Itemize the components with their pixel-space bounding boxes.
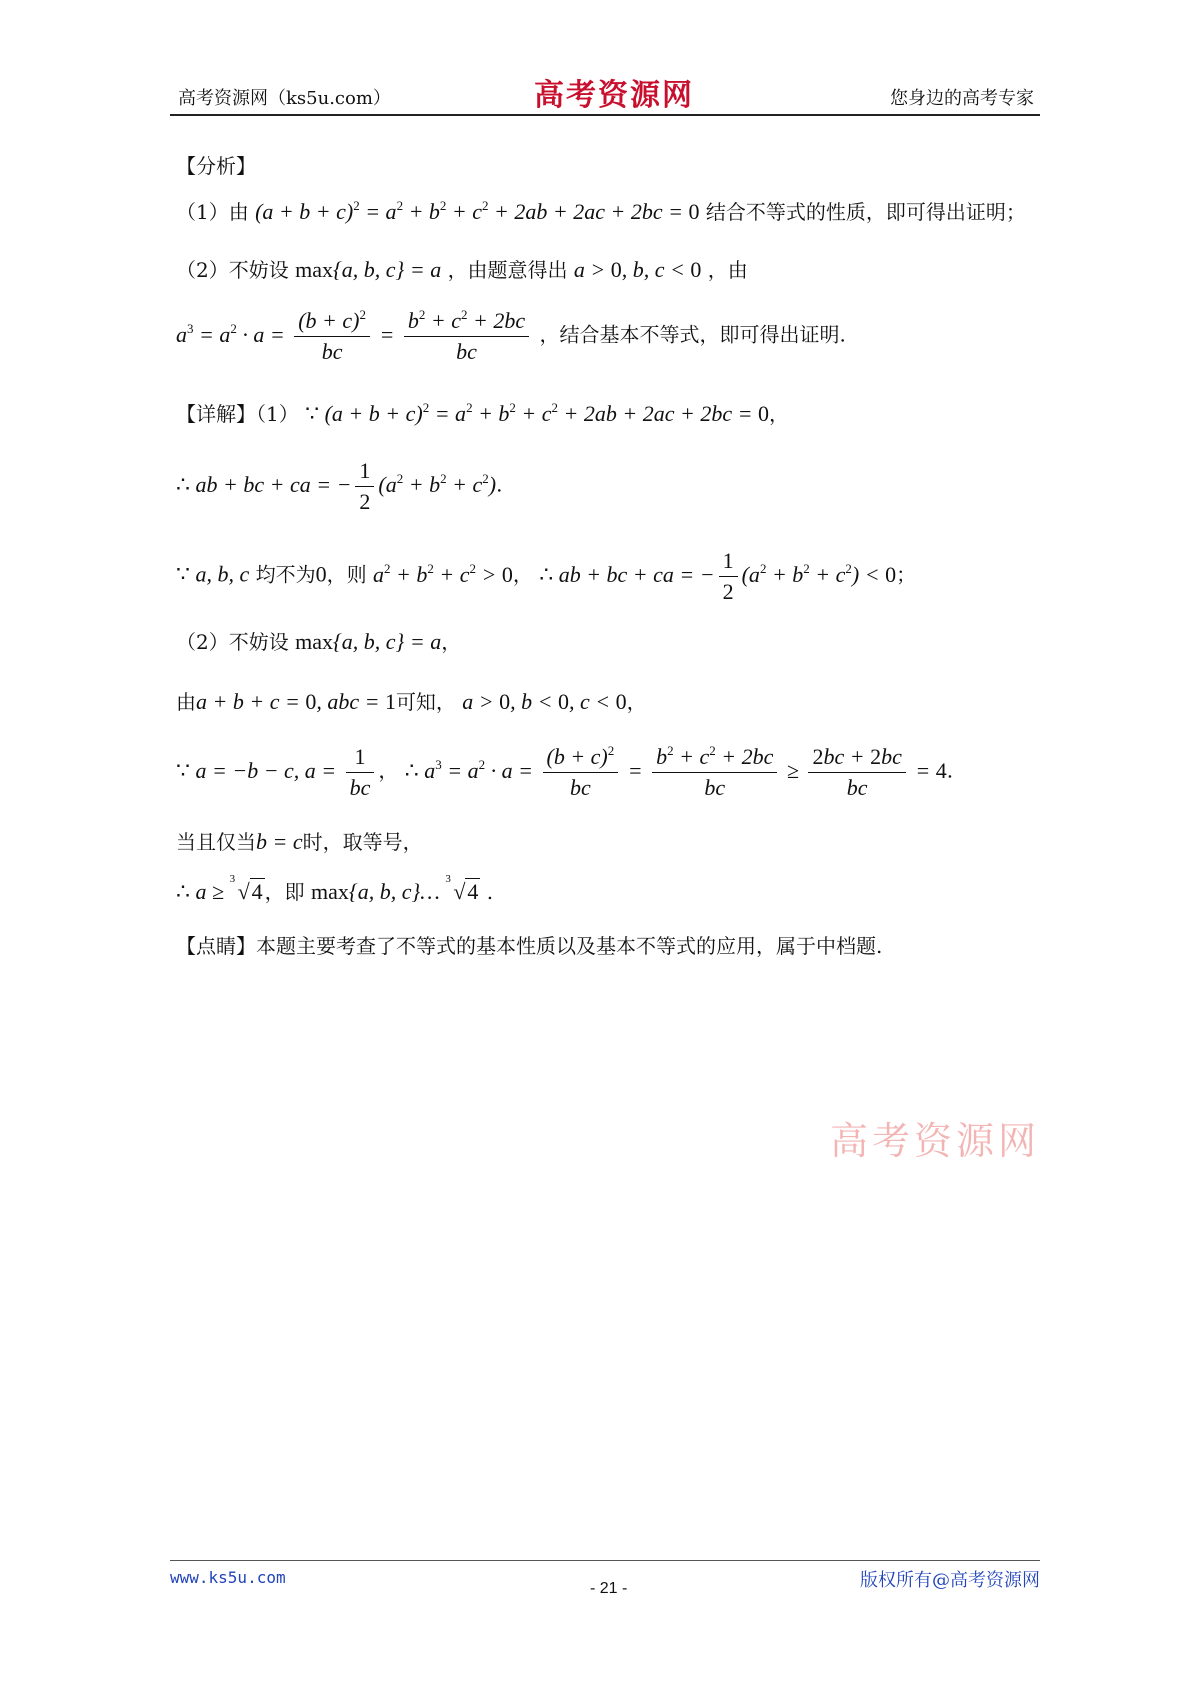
equation-because-expansion: ∵ $(a + b + c)^2 = a^2 + b^2 + c^2 + 2ab + 2ac + 2bc = 0$ [305, 400, 769, 426]
equation-max-assumption-2: max{a, b, c} = a [295, 629, 442, 654]
equation-max-assumption: max{a, b, c} = a [295, 257, 442, 282]
equation-max-conclusion: max{a, b, c}… 3 √4 [311, 873, 479, 904]
header-site-name: 高考资源网（ks5u.com） [178, 88, 391, 109]
detail-part1: 【详解】（1） ∵ $(a + b + c)^2 = a^2 + b^2 + c^2 + 2ab + 2ac + 2bc = 0$， [176, 400, 789, 426]
equation-a-cubed: $a^3 = a^2 \cdot a$ = $\frac{(b + c)^2}{bc}$ = $\frac{b^2 + c^2 + 2bc}{bc}$ [176, 322, 533, 347]
detail-part2: ∴ ab + bc + ca = − $\frac{1}{2}$ $(a^2 + b^2 + c^2)$. [176, 458, 503, 514]
analysis-heading: 【分析】 [176, 154, 256, 178]
page-header [170, 70, 1040, 116]
equation-therefore-sum: ∴ ab + bc + ca = − $\frac{1}{2}$ $(a^2 + b^2 + c^2)$ [176, 458, 497, 514]
detail-part6: ∵ a = −b − c, a = $\frac{1}{bc}$ ， ∴ $a^3 = a^2 \cdot a$ = $\frac{(b + c)^2}{bc}$ = $\frac{b^2 + c^2 + 2bc}{bc}$ ≥ $\frac{2bc + 2bc}{bc}$ = 4. [176, 743, 954, 800]
header-logo: 高考资源网 [534, 78, 694, 113]
watermark-logo: 高考资源网 [830, 1119, 1041, 1163]
page-number: - 21 - [590, 1580, 628, 1597]
detail-part7: 当且仅当b = c时，取等号， [176, 829, 423, 854]
footer-rule [170, 1560, 1040, 1563]
detail-part8: ∴ a ≥ 3 √4 ，即 max{a, b, c}… 3 √4 . [176, 873, 494, 904]
analysis-part1: （1）由 $(a + b + c)^2 = a^2 + b^2 + c^2 + 2ab + 2ac + 2bc = 0$ 结合不等式的性质，即可得出证明； [176, 198, 1026, 224]
note-paragraph: 【点睛】本题主要考查了不等式的基本性质以及基本不等式的应用，属于中档题. [176, 934, 883, 958]
detail-part5: 由a + b + c = 0, abc = 1可知， a > 0, b < 0, c < 0， [176, 689, 647, 714]
footer-site-link[interactable]: www.ks5u.com [170, 1568, 286, 1587]
equation-sign-condition: a > 0, b, c < 0 [573, 257, 702, 282]
detail-part4: （2）不妨设 max{a, b, c} = a， [176, 629, 462, 654]
analysis-part2: （2）不妨设 max{a, b, c} = a ，由题意得出 a > 0, b, c < 0 ，由 [176, 257, 748, 282]
analysis-part3: $a^3 = a^2 \cdot a$ = $\frac{(b + c)^2}{bc}$ = $\frac{b^2 + c^2 + 2bc}{bc}$ ，结合基本不等式，即可得出证明. [176, 307, 846, 364]
equation-inequality-chain: ∴ $a^3 = a^2 \cdot a$ = $\frac{(b + c)^2}{bc}$ = $\frac{b^2 + c^2 + 2bc}{bc}$ ≥ $\frac{2bc + 2bc}{bc}$ = 4 [404, 743, 947, 800]
detail-part3: ∵ a, b, c 均不为0，则 $a^2 + b^2 + c^2 > 0$， ∴ ab + bc + ca = − $\frac{1}{2}$ $(a^2 + b^2 + c^2) < 0$； [176, 548, 917, 604]
equation-given-conditions: a + b + c = 0, abc = 1 [196, 689, 396, 714]
equation-square-positive: $a^2 + b^2 + c^2 > 0$ [372, 560, 513, 587]
equation-a-expression: ∵ a = −b − c, a = $\frac{1}{bc}$ [176, 758, 378, 783]
header-slogan: 您身边的高考专家 [890, 88, 1034, 109]
equation-conclusion: ∴ a ≥ 3 √4 [176, 873, 263, 904]
equation-sum-negative: ∴ ab + bc + ca = − $\frac{1}{2}$ $(a^2 + b^2 + c^2) < 0$ [539, 548, 897, 604]
equation-square-expansion: $(a + b + c)^2 = a^2 + b^2 + c^2 + 2ab + 2ac + 2bc = 0$ [255, 198, 700, 224]
footer-copyright: 版权所有@高考资源网 [860, 1570, 1040, 1591]
equation-signs: a > 0, b < 0, c < 0 [462, 689, 627, 714]
